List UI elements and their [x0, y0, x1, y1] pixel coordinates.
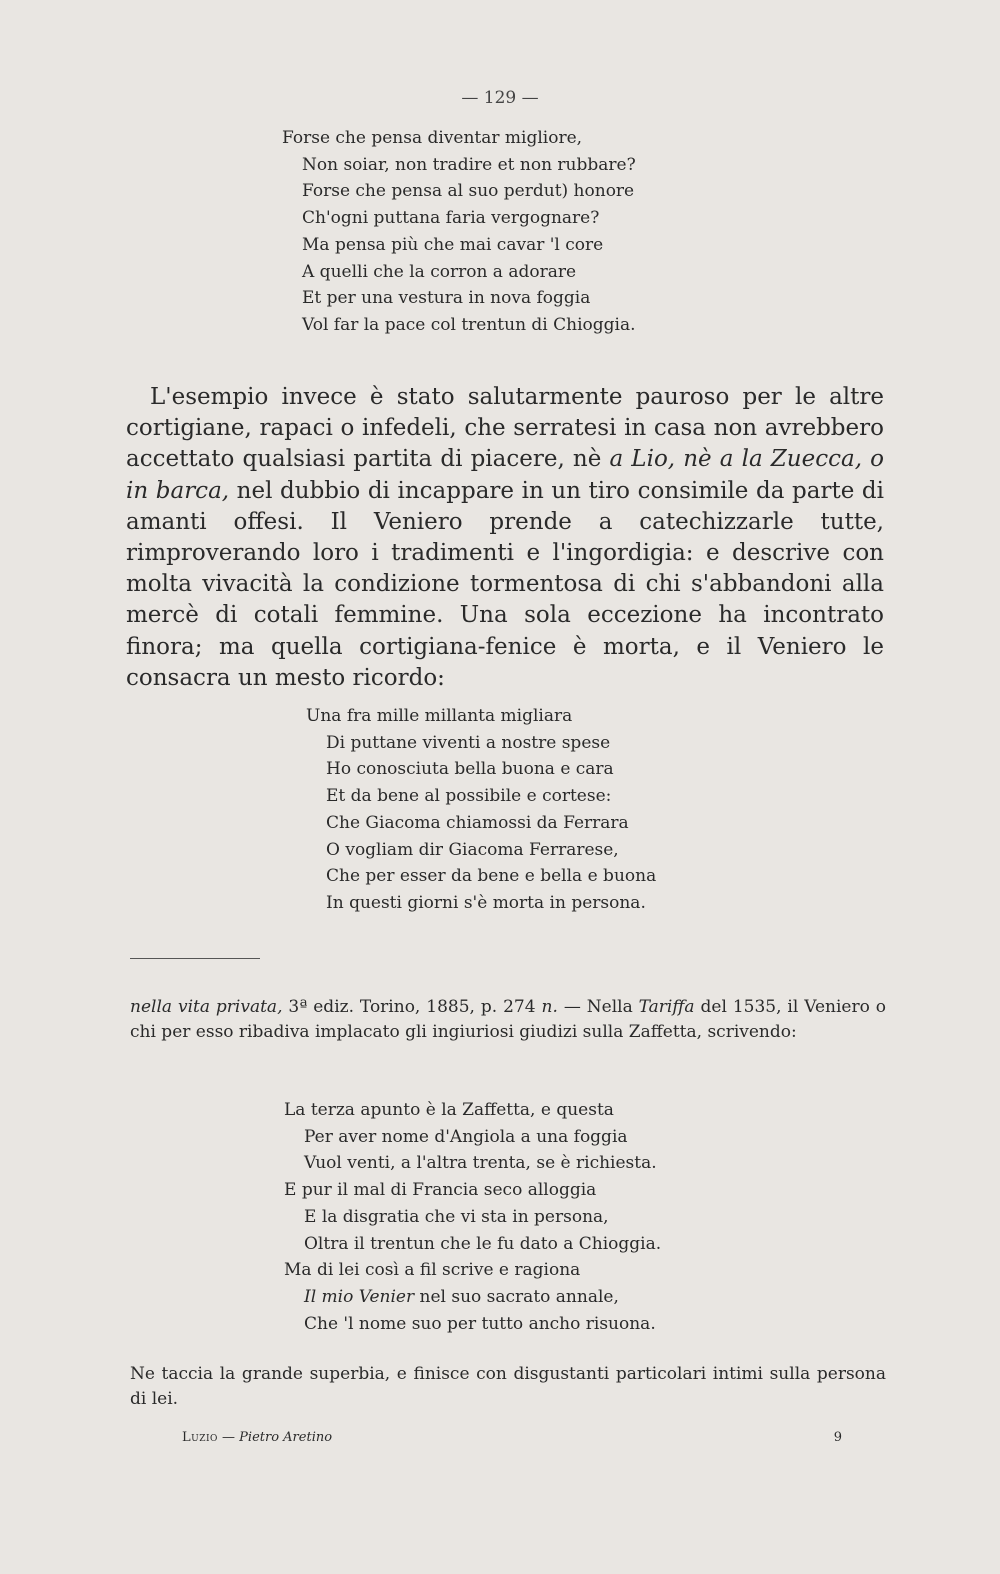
footer-dash: — — [217, 1430, 240, 1445]
verse-line: Di puttane viventi a nostre spese — [326, 732, 611, 753]
footnote-span: del 1535, il Veniero o chi per esso ribadiva implacato gli ingiuriosi giudizi sulla Zaffetta, scrivendo: — [130, 997, 887, 1042]
poem-second — [306, 703, 656, 917]
verse-line: Che per esser da bene e bella e buona — [326, 866, 657, 887]
footnote-closing: Ne taccia la grande superbia, e finisce con disgustanti particolari intimi sulla persona di lei. — [130, 1364, 886, 1409]
footnote-span: — Nella — [557, 997, 639, 1017]
body-paragraph — [126, 382, 884, 694]
footnote-italic: nella vita privata, — [130, 997, 283, 1017]
verse-line: Forse che pensa al suo perdut) honore — [302, 181, 635, 202]
verse-line: Non soiar, non tradire et non rubbare? — [302, 154, 636, 175]
verse-line: E pur il mal di Francia seco alloggia — [284, 1180, 597, 1201]
footer-title: Pietro Aretino — [239, 1430, 333, 1445]
verse-line: E la disgratia che vi sta in persona, — [304, 1206, 609, 1227]
running-footer — [182, 1430, 332, 1445]
page-number: — 129 — — [461, 88, 539, 108]
verse-line: Ma pensa più che mai cavar 'l core — [302, 234, 604, 255]
footnote-italic: Tariffa — [638, 997, 695, 1017]
verse-line: Che 'l nome suo per tutto ancho risuona. — [304, 1313, 656, 1334]
paragraph-italic: a Lio, nè a la Zuecca, o in barca, — [126, 446, 884, 504]
paragraph-text: nel dubbio di incappare in un tiro consimile da parte di amanti offesi. Il Veniero prende a catechizzarle tutte, rimproverando loro i tradimenti e l'ingordigia: e descrive con molta vivacità la condizione tormentosa di chi s'abbandoni alla mercè di cotali femmine. Una sola eccezione ha incontrato finora; ma quella cortigiana-fenice è morta, e il Veniero le consacra un mesto ricordo: — [126, 477, 884, 691]
signature-mark: 9 — [833, 1430, 842, 1445]
verse-line: Vuol venti, a l'altra trenta, se è richiesta. — [304, 1153, 657, 1174]
verse-line: Vol far la pace col trentun di Chioggia. — [302, 314, 636, 335]
verse-line: Per aver nome d'Angiola a una foggia — [304, 1126, 628, 1147]
verse-italic: Il mio Venier — [304, 1286, 415, 1307]
footnote-divider — [130, 958, 260, 959]
verse-line: Oltra il trentun che le fu dato a Chioggia. — [304, 1233, 662, 1254]
verse-line: In questi giorni s'è morta in persona. — [326, 892, 646, 913]
footnote-poem — [284, 1097, 661, 1337]
paragraph-text: L'esempio invece è stato salutarmente pauroso per le altre cortigiane, rapaci o infedeli, che serratesi in casa non avrebbero accettato qualsiasi partita di piacere, nè — [126, 384, 884, 473]
verse-line: O vogliam dir Giacoma Ferrarese, — [326, 839, 619, 860]
verse-line: Et per una vestura in nova foggia — [302, 288, 591, 309]
signature-line — [182, 1430, 842, 1445]
verse-line: A quelli che la corron a adorare — [302, 261, 577, 282]
footnote-italic: n. — [541, 997, 558, 1017]
verse-line — [284, 1284, 661, 1311]
verse-line: Una fra mille millanta migliara — [306, 706, 573, 726]
verse-line: Et da bene al possibile e cortese: — [326, 786, 612, 807]
verse-line: Ma di lei così a fil scrive e ragiona — [284, 1260, 581, 1281]
verse-line: Che Giacoma chiamossi da Ferrara — [326, 812, 629, 833]
footnote-text — [130, 995, 886, 1045]
footer-author: Luzio — [182, 1430, 218, 1445]
verse-line: Ho conosciuta bella buona e cara — [326, 759, 614, 780]
footnote-span: 3ª ediz. Torino, 1885, p. 274 — [282, 997, 542, 1017]
verse-line: Ch'ogni puttana faria vergognare? — [302, 208, 600, 229]
verse-span: nel suo sacrato annale, — [414, 1286, 619, 1307]
verse-line: Forse che pensa diventar migliore, — [282, 128, 583, 148]
verse-line: La terza apunto è la Zaffetta, e questa — [284, 1100, 614, 1120]
poem-first — [282, 125, 636, 339]
